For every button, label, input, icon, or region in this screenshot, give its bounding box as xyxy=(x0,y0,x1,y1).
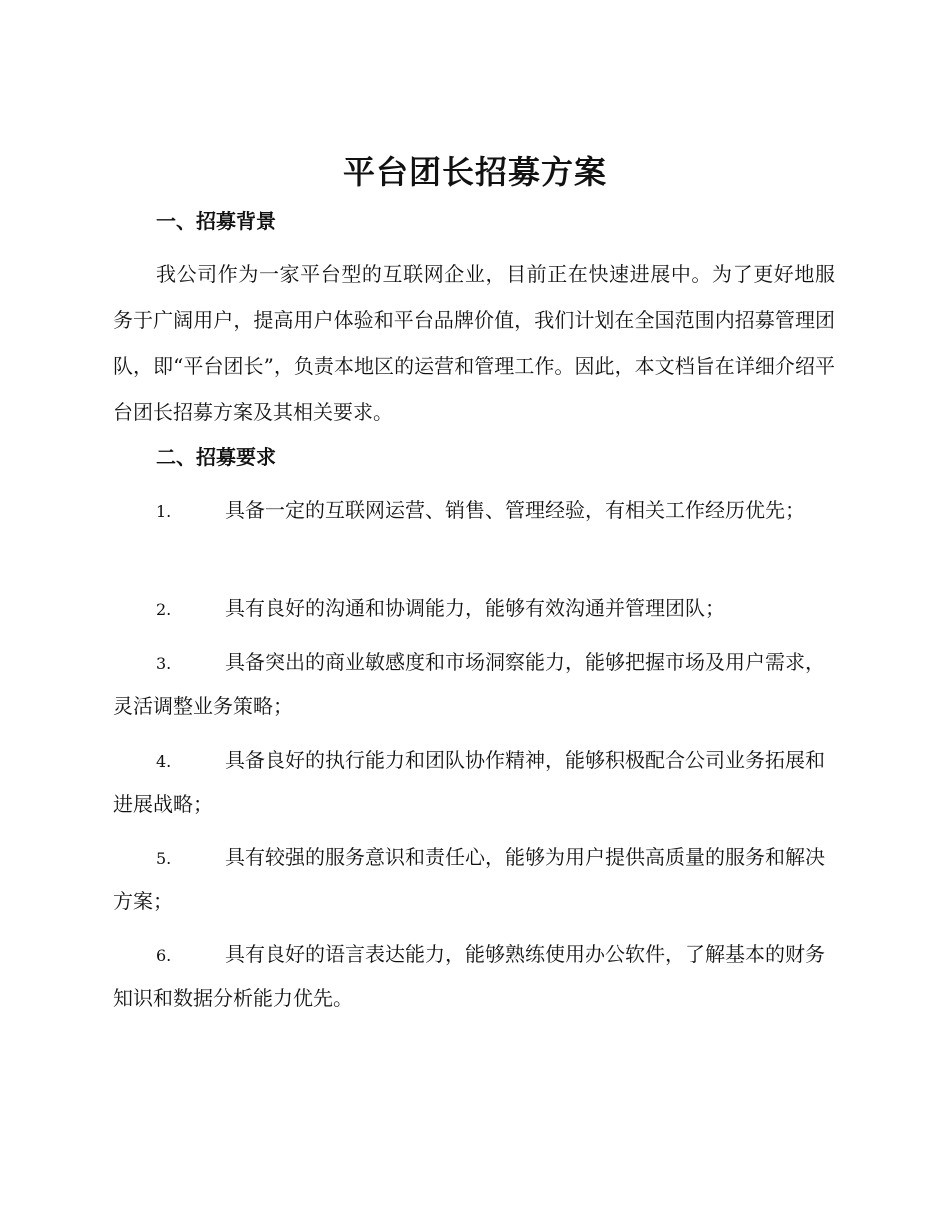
requirement-text: 具有良好的语言表达能力，能够熟练使用办公软件，了解基本的财务知识和数据分析能力优先。 xyxy=(113,942,825,1010)
section-heading-background: 一、招募背景 xyxy=(156,209,276,233)
requirement-item xyxy=(113,739,835,826)
requirement-number: 4. xyxy=(156,752,172,771)
requirement-number: 1. xyxy=(156,502,172,521)
requirement-number: 5. xyxy=(156,849,172,868)
requirement-item xyxy=(113,641,835,728)
requirement-text: 具备一定的互联网运营、销售、管理经验，有相关工作经历优先； xyxy=(225,498,805,522)
requirement-number: 6. xyxy=(156,946,172,965)
requirement-text: 具备良好的执行能力和团队协作精神，能够积极配合公司业务拓展和进展战略； xyxy=(113,748,825,816)
requirement-item xyxy=(113,587,835,631)
requirement-item xyxy=(113,489,835,533)
requirement-number: 2. xyxy=(156,600,172,619)
requirement-item xyxy=(113,836,835,923)
requirement-item xyxy=(113,933,835,1020)
document-title: 平台团长招募方案 xyxy=(342,153,607,191)
requirement-number: 3. xyxy=(156,654,172,673)
section-heading-requirements: 二、招募要求 xyxy=(156,445,276,469)
requirement-text: 具有较强的服务意识和责任心，能够为用户提供高质量的服务和解决方案； xyxy=(113,845,825,913)
background-paragraph: 我公司作为一家平台型的互联网企业，目前正在快速进展中。为了更好地服务于广阔用户，提高用户体验和平台品牌价值，我们计划在全国范围内招募管理团队，即“平台团长”，负责本地区的运营和管理工作。因此，本文档旨在详细介绍平台团长招募方案及其相关要求。 xyxy=(113,262,835,424)
requirement-text: 具备突出的商业敏感度和市场洞察能力，能够把握市场及用户需求，灵活调整业务策略； xyxy=(113,650,825,718)
requirement-text: 具有良好的沟通和协调能力，能够有效沟通并管理团队； xyxy=(225,596,725,620)
